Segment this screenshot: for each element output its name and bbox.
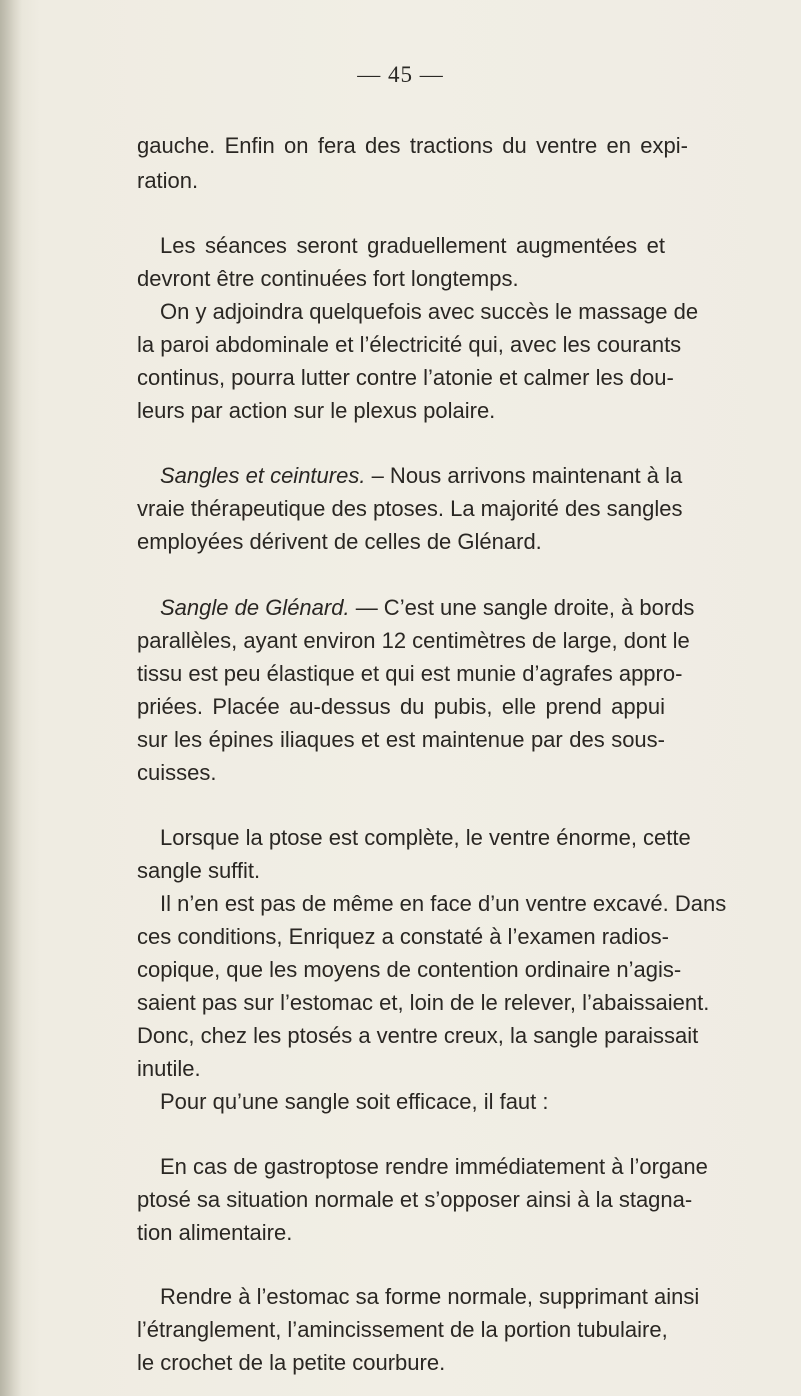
text-line [137, 1019, 699, 1053]
italic-heading: Sangle de Glénard. [160, 595, 350, 620]
line-text: continus, pourra lutter contre l’atonie et calmer les dou- [137, 365, 674, 390]
line-text: ration. [137, 168, 199, 193]
text-line [160, 887, 727, 921]
text-line [137, 690, 665, 724]
text-line [137, 164, 198, 198]
text-line [160, 1280, 700, 1314]
text-line [137, 328, 682, 362]
line-text: En cas de gastroptose rendre immédiatement à l’organe [160, 1154, 708, 1179]
text-line [137, 657, 683, 691]
text-line [137, 723, 665, 757]
line-text: Les séances seront graduellement augmentées et [160, 233, 665, 258]
line-text: ptosé sa situation normale et s’opposer ainsi à la stagna- [137, 1187, 693, 1212]
text-line [137, 756, 216, 790]
line-text: la paroi abdominale et l’électricité qui, avec les courants [137, 332, 682, 357]
text-line [137, 492, 683, 526]
text-line [137, 1346, 445, 1380]
line-text: gauche. Enfin on fera des tractions du ventre en expi- [137, 133, 688, 158]
text-line [137, 129, 688, 163]
text-line [137, 920, 669, 954]
text-line [160, 591, 695, 625]
line-text: — C’est une sangle droite, à bords [349, 595, 695, 620]
text-line [137, 1313, 668, 1347]
text-line [137, 854, 260, 888]
text-line [160, 1085, 549, 1119]
line-text: Il n’en est pas de même en face d’un ventre excavé. Dans [160, 891, 727, 916]
page-edge-shadow [0, 0, 22, 1396]
text-line [137, 1216, 292, 1250]
line-text: devront être continuées fort longtemps. [137, 266, 519, 291]
line-text: vraie thérapeutique des ptoses. La majorité des sangles [137, 496, 683, 521]
line-text: tissu est peu élastique et qui est munie d’agrafes appro- [137, 661, 683, 686]
line-text: Rendre à l’estomac sa forme normale, supprimant ainsi [160, 1284, 700, 1309]
text-line [160, 821, 691, 855]
page-number: — 45 — [357, 62, 444, 87]
line-text: sangle suffit. [137, 858, 261, 883]
line-text: Pour qu’une sangle soit efficace, il faut : [160, 1089, 549, 1114]
line-text: ces conditions, Enriquez a constaté à l’examen radios- [137, 924, 669, 949]
line-text: le crochet de la petite courbure. [137, 1350, 446, 1375]
text-line [137, 361, 674, 395]
line-text: inutile. [137, 1056, 201, 1081]
text-line [137, 1183, 693, 1217]
line-text: cuisses. [137, 760, 217, 785]
line-text: parallèles, ayant environ 12 centimètres de large, dont le [137, 628, 690, 653]
text-line [160, 459, 683, 493]
text-line [137, 986, 710, 1020]
line-text: Donc, chez les ptosés a ventre creux, la sangle paraissait [137, 1023, 699, 1048]
line-text: employées dérivent de celles de Glénard. [137, 529, 542, 554]
text-line [137, 1052, 201, 1086]
line-text: On y adjoindra quelquefois avec succès le massage de [160, 299, 699, 324]
text-line [137, 525, 542, 559]
text-line [160, 1150, 708, 1184]
line-text: copique, que les moyens de contention ordinaire n’agis- [137, 957, 682, 982]
italic-heading: Sangles et ceintures. [160, 463, 366, 488]
line-text: l’étranglement, l’amincissement de la portion tubulaire, [137, 1317, 668, 1342]
line-text: tion alimentaire. [137, 1220, 293, 1245]
text-line [137, 953, 682, 987]
text-line [160, 295, 699, 329]
text-line [137, 394, 495, 428]
line-text: priées. Placée au-dessus du pubis, elle prend appui [137, 694, 665, 719]
text-line [137, 624, 690, 658]
line-text: sur les épines iliaques et est maintenue par des sous- [137, 727, 665, 752]
text-line [137, 262, 519, 296]
line-text: saient pas sur l’estomac et, loin de le relever, l’abaissaient. [137, 990, 710, 1015]
line-text: leurs par action sur le plexus polaire. [137, 398, 496, 423]
line-text: Lorsque la ptose est complète, le ventre énorme, cette [160, 825, 691, 850]
text-line [160, 229, 665, 263]
line-text: – Nous arrivons maintenant à la [365, 463, 683, 488]
